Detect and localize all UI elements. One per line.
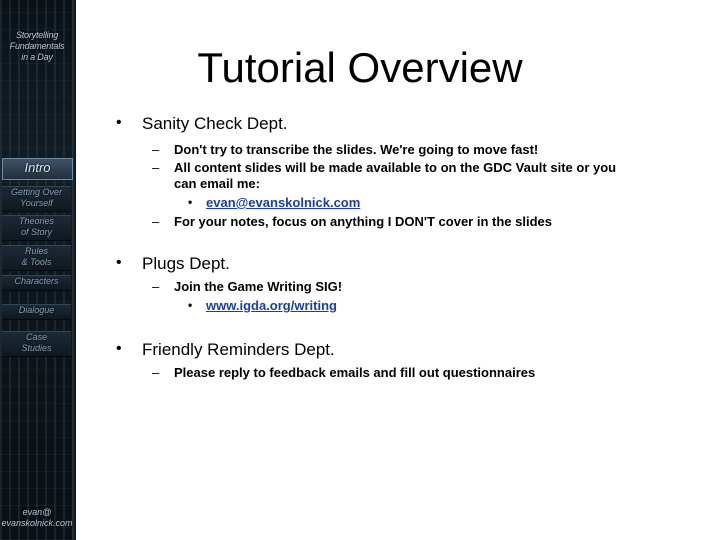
nav-item-getting-over-yourself[interactable] — [2, 186, 71, 212]
nav-item-label: Characters — [14, 276, 59, 286]
dash-icon: – — [152, 279, 160, 294]
nav-item-label: Theories — [18, 216, 54, 226]
nav-item-intro[interactable] — [2, 158, 73, 180]
nav-item-label: Rules — [24, 246, 48, 256]
sidebar-nav — [0, 0, 76, 540]
nav-item-label: Yourself — [20, 198, 53, 208]
nav-item-dialogue[interactable] — [2, 304, 71, 320]
course-title-line: Fundamentals — [9, 41, 65, 51]
email-link[interactable]: evan@evanskolnick.com — [206, 195, 361, 210]
list-item-text: For your notes, focus on anything I DON'T cover in the slides — [174, 214, 552, 229]
list-item-text: Join the Game Writing SIG! — [174, 279, 343, 294]
nav-item-characters[interactable] — [2, 275, 71, 291]
nav-item-theories-of-story[interactable] — [2, 215, 71, 241]
bullet-icon: • — [116, 114, 122, 131]
list-item-text: Please reply to feedback emails and fill out questionnaires — [174, 365, 536, 380]
list-item-text: can email me: — [174, 176, 260, 191]
bullet-icon: • — [116, 340, 122, 357]
list-item-text: All content slides will be made available to on the GDC Vault site or you — [174, 160, 617, 175]
course-title-line: Storytelling — [15, 30, 59, 40]
sidebar-edge — [72, 0, 76, 540]
author-contact-line: evanskolnick.com — [1, 518, 73, 528]
author-contact — [0, 507, 74, 529]
nav-item-label: & Tools — [21, 257, 52, 267]
section-heading: Friendly Reminders Dept. — [142, 340, 335, 359]
bullet-icon: • — [188, 195, 193, 209]
course-title-line: in a Day — [21, 52, 53, 62]
nav-item-label: Dialogue — [18, 305, 55, 315]
section-heading: Plugs Dept. — [142, 254, 230, 273]
nav-item-label: Intro — [24, 160, 51, 175]
list-item-text: Don't try to transcribe the slides. We're going to move fast! — [174, 142, 539, 157]
nav-item-label: Studies — [21, 343, 52, 353]
bullet-icon: • — [116, 254, 122, 271]
author-contact-line: evan@ — [22, 507, 52, 517]
dash-icon: – — [152, 214, 160, 229]
slide-title: Tutorial Overview — [197, 44, 523, 91]
nav-item-label: Case — [25, 332, 47, 342]
website-link[interactable]: www.igda.org/writing — [206, 298, 337, 313]
section-heading: Sanity Check Dept. — [142, 114, 288, 133]
dash-icon: – — [152, 365, 160, 380]
dash-icon: – — [152, 160, 160, 175]
dash-icon: – — [152, 142, 160, 157]
nav-item-label: of Story — [20, 227, 52, 237]
nav-item-label: Getting Over — [10, 187, 63, 197]
nav-item-case-studies[interactable] — [2, 331, 71, 357]
bullet-icon: • — [188, 298, 193, 312]
course-title — [0, 30, 74, 63]
nav-item-rules-and-tools[interactable] — [2, 245, 71, 271]
